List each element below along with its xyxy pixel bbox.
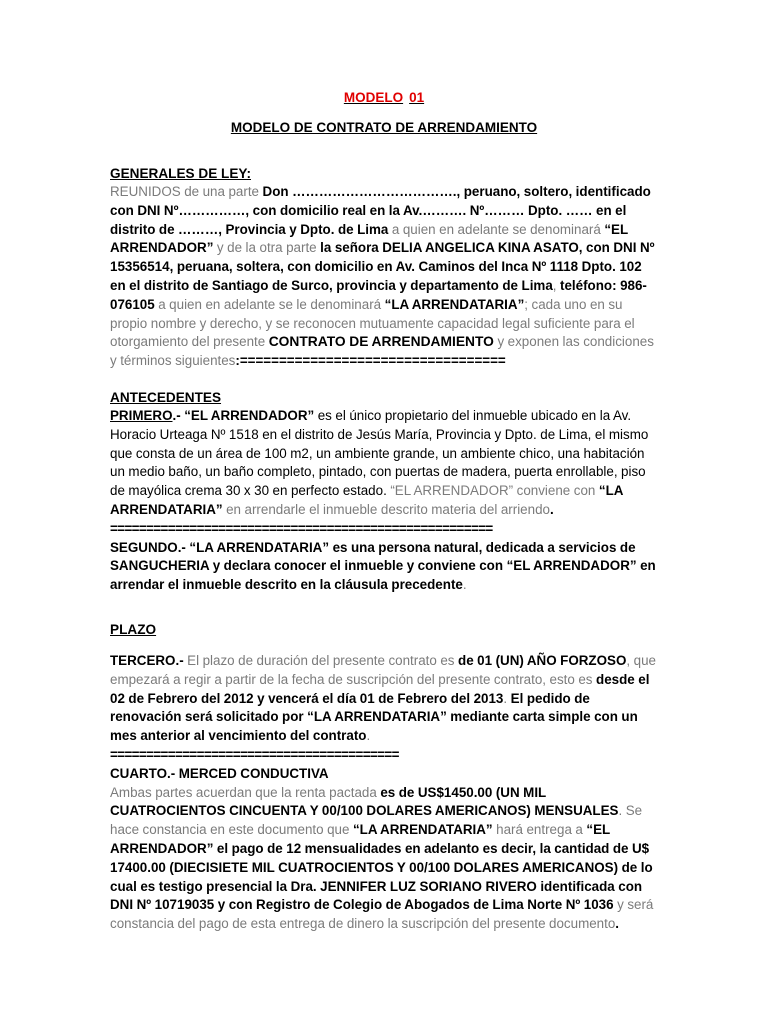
generales-heading: GENERALES DE LEY: [110, 166, 251, 181]
generales-paragraph: REUNIDOS de una parte Don ………………………………., peruano, soltero, identificado con DNI Nº……………, con domicilio real en la Av.………. Nº……… Dpto. …… en el distrito de ………, Provincia y Dpto. de Lima a quien en adelante se denominará “EL ARRENDADOR” y de la otra parte la señora DELIA ANGELICA KINA ASATO, con DNI Nº 15356514, peruana, soltera, con domicilio en Av. Caminos del Inca Nº 1118 Dpto. 102 en el distrito de Santiago de Surco, provincia y departamento de Lima, teléfono: 986-076105 a quien en adelante se le denominará “LA ARRENDATARIA”; cada uno en su propio nombre y derecho, y se reconocen mutuamente capacidad legal suficiente para el otorgamiento del presente CONTRATO DE ARRENDAMIENTO y exponen las condiciones y términos siguientes:================================== [110, 184, 655, 369]
separator-line: ===================================================== [110, 520, 493, 536]
separator-line: ======================================== [110, 746, 399, 762]
model-number-title [110, 90, 658, 109]
tercero-clause: TERCERO.- El plazo de duración del presente contrato es de 01 (UN) AÑO FORZOSO, que empezará a regir a partir de la fecha de suscripción del presente contrato, esto es desde el 02 de Febrero del 2012 y vencerá el día 01 de Febrero del 2013. El pedido de renovación será solicitado por “LA ARRENDATARIA” mediante carta simple con un mes anterior al vencimiento del contrato. [110, 652, 656, 744]
cuarto-clause: Ambas partes acuerdan que la renta pactada es de US$1450.00 (UN MIL CUATROCIENTOS CINCUENTA Y 00/100 DOLARES AMERICANOS) MENSUALES. Se hace constancia en este documento que “LA ARRENDATARIA” hará entrega a “EL ARRENDADOR” el pago de 12 mensualidades en adelanto es decir, la cantidad de U$ 17400.00 (DIECISIETE MIL CUATROCIENTOS Y 00/100 DOLARES AMERICANOS) de lo cual es testigo presencial la Dra. JENNIFER LUZ SORIANO RIVERO identificada con DNI Nº 10719035 y con Registro de Colegio de Abogados de Lima Norte Nº 1036 y será constancia del pago de esta entrega de dinero la suscripción del presente documento. [110, 784, 654, 932]
primero-clause: PRIMERO.- “EL ARRENDADOR” es el único propietario del inmueble ubicado en la Av. Horacio Urteaga Nº 1518 en el distrito de Jesús María, Provincia y Dpto. de Lima, el mismo que consta de un área de 100 m2, un ambiente grande, un ambiente chico, una habitación un medio baño, un baño completo, pintado, con puertas de madera, puerta enrollable, piso de mayólica crema 30 x 30 en perfecto estado. “EL ARRENDADOR” conviene con “LA ARRENDATARIA” en arrendarle el inmueble descrito materia del arriendo. [110, 407, 649, 517]
model-number: 01 [409, 90, 425, 105]
cuarto-heading: CUARTO.- MERCED CONDUCTIVA [110, 765, 329, 781]
antecedentes-heading: ANTECEDENTES [110, 389, 222, 405]
plazo-heading: PLAZO [110, 621, 157, 637]
document-title: MODELO DE CONTRATO DE ARRENDAMIENTO [230, 120, 538, 135]
segundo-clause: SEGUNDO.- “LA ARRENDATARIA” es una persona natural, dedicada a servicios de SANGUCHERIA y declara conocer el inmueble y conviene con “EL ARRENDADOR” en arrendar el inmueble descrito en la cláusula precedente. [110, 539, 656, 593]
model-label: MODELO [343, 90, 404, 105]
